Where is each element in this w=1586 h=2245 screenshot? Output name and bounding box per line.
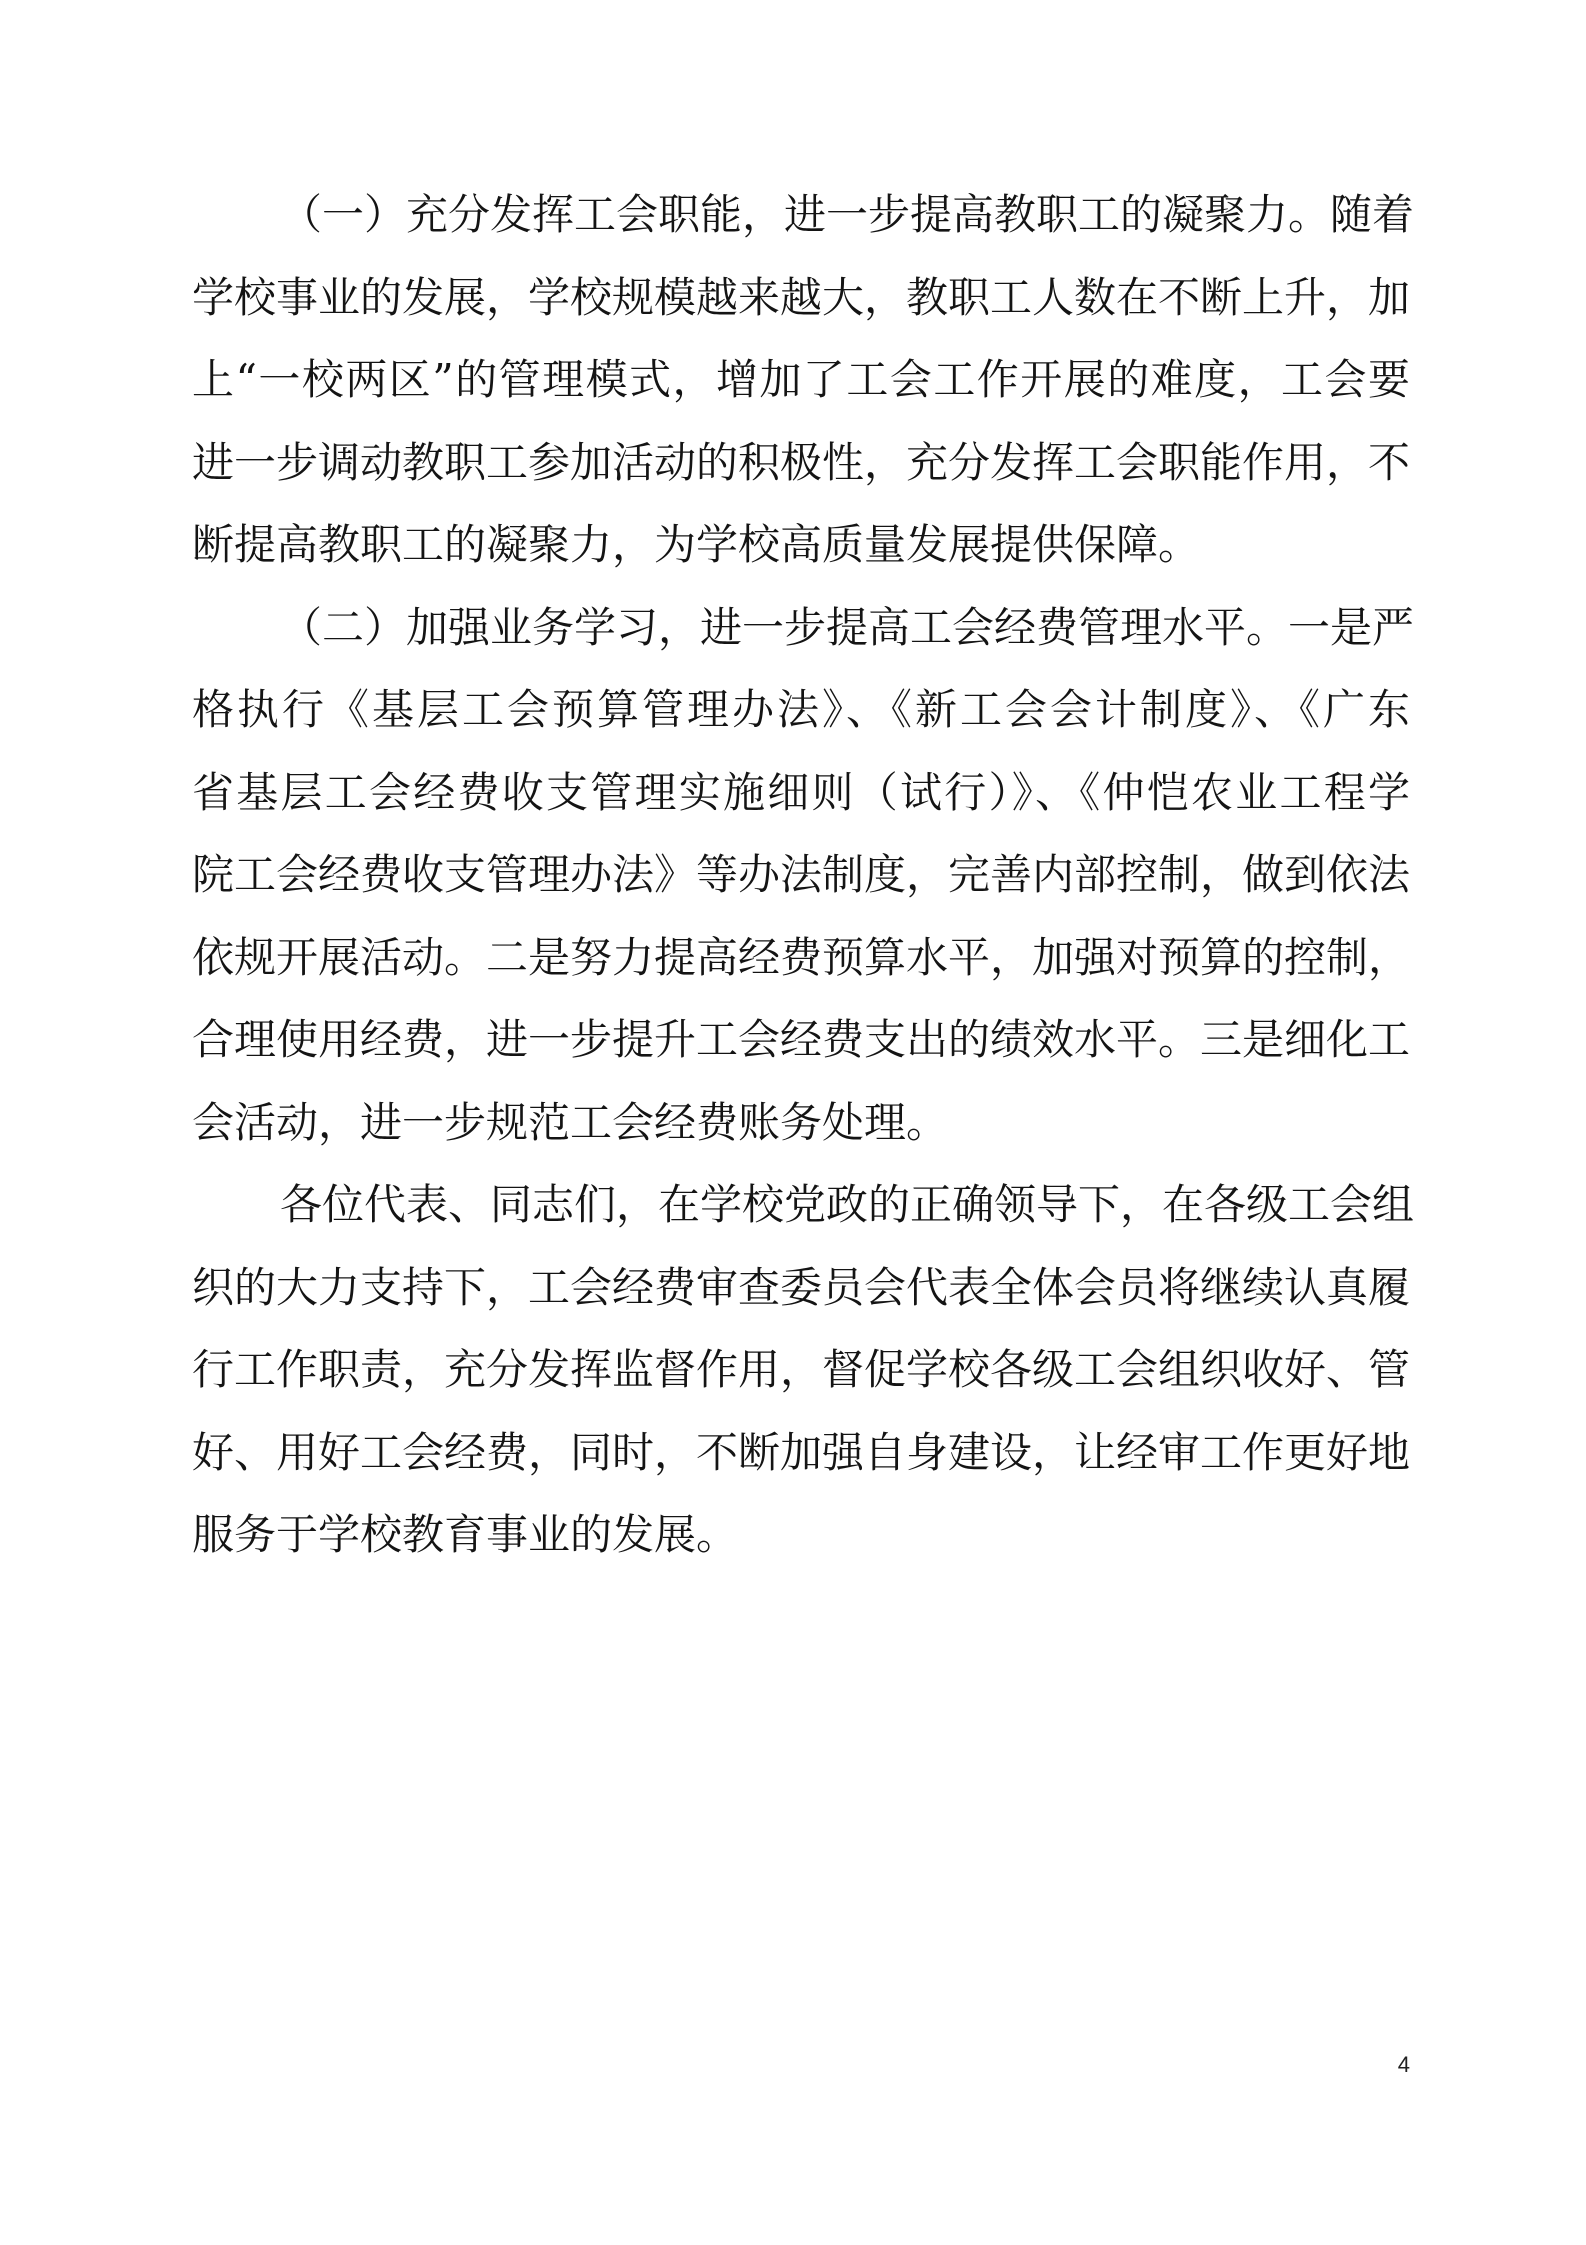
- text-line: 院工会经费收支管理办法》等办法制度，完善内部控制，做到依法: [192, 850, 1411, 899]
- text-line: 学校事业的发展，学校规模越来越大，教职工人数在不断上升，加: [192, 272, 1411, 322]
- text-line: 各位代表、同志们，在学校党政的正确领导下，在各级工会组: [280, 1180, 1415, 1229]
- page-number: 4: [1397, 2052, 1410, 2077]
- paragraph-closing-remarks: [192, 1164, 1415, 1577]
- paragraph-fund-management: [192, 587, 1415, 1165]
- text-line: 织的大力支持下，工会经费审查委员会代表全体会员将继续认真履: [192, 1262, 1411, 1312]
- text-line: 会活动，进一步规范工会经费账务处理。: [192, 1097, 949, 1147]
- text-line: 断提高教职工的凝聚力，为学校高质量发展提供保障。: [192, 520, 1201, 569]
- text-line: 省基层工会经费收支管理实施细则（试行）》、《仲恺农业工程学: [192, 767, 1410, 817]
- text-line: 上“一校两区”的管理模式，增加了工会工作开展的难度，工会要: [192, 355, 1410, 404]
- text-line: 好、用好工会经费，同时，不断加强自身建设，让经审工作更好地: [192, 1427, 1411, 1477]
- text-line: 依规开展活动。二是努力提高经费预算水平，加强对预算的控制，: [192, 932, 1411, 982]
- document-body: [192, 174, 1415, 1577]
- text-line: 行工作职责，充分发挥监督作用，督促学校各级工会组织收好、管: [192, 1345, 1411, 1394]
- text-line: 服务于学校教育事业的发展。: [192, 1510, 739, 1559]
- text-line: 格执行《基层工会预算管理办法》、《新工会会计制度》、《广东: [192, 685, 1410, 734]
- text-line: 进一步调动教职工参加活动的积极性，充分发挥工会职能作用，不: [192, 437, 1411, 487]
- text-line: （一）充分发挥工会职能，进一步提高教职工的凝聚力。随着: [280, 190, 1415, 239]
- text-line: （二）加强业务学习，进一步提高工会经费管理水平。一是严: [280, 602, 1415, 652]
- text-line: 合理使用经费，进一步提升工会经费支出的绩效水平。三是细化工: [192, 1015, 1411, 1064]
- paragraph-trade-union-functions: [192, 174, 1415, 587]
